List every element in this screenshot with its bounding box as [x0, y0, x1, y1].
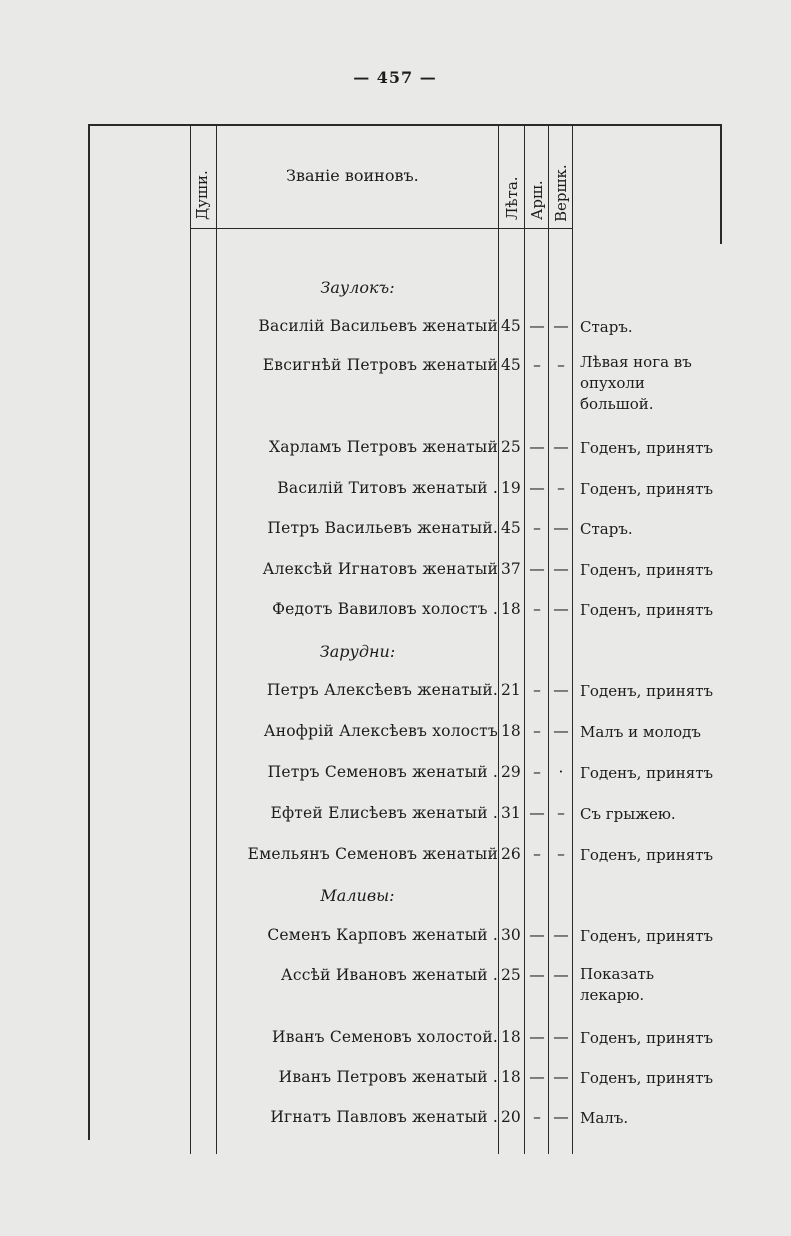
vershok-value: —: [553, 926, 569, 944]
vershk-column-divider: [572, 124, 573, 1154]
vershok-value: —: [553, 966, 569, 984]
vershok-value: —: [553, 519, 569, 537]
table-row: [0, 965, 791, 1004]
vershok-value: –: [557, 804, 565, 822]
arshin-value: —: [529, 1068, 545, 1086]
arshin-value: –: [533, 1108, 541, 1126]
age-value: 25: [501, 438, 521, 456]
age-value: 45: [501, 317, 521, 335]
table-row: [0, 681, 791, 705]
vershok-value: —: [553, 1108, 569, 1126]
vershok-value: ·: [558, 763, 564, 781]
age-value: 37: [501, 560, 521, 578]
header-age: Лѣта.: [503, 176, 521, 220]
remark: Годенъ, принятъ: [580, 601, 714, 619]
vershok-value: —: [553, 681, 569, 699]
age-column-divider-right: [524, 124, 525, 1154]
remark: Малъ и молодъ: [580, 723, 701, 741]
warrior-name: Петръ Семеновъ женатый .: [267, 763, 498, 781]
remark: Годенъ, принятъ: [580, 682, 714, 700]
remark: Годенъ, принятъ: [580, 1069, 714, 1087]
age-column-divider-left: [498, 124, 499, 1154]
arshin-value: —: [529, 438, 545, 456]
warrior-name: Петръ Васильевъ женатый.: [267, 519, 498, 537]
warrior-name: Иванъ Семеновъ холостой.: [272, 1028, 498, 1046]
table-row: [0, 479, 791, 503]
header-vershok: Вершк.: [552, 164, 570, 222]
warrior-name: Василій Титовъ женатый .: [277, 479, 498, 497]
remark: Годенъ, принятъ: [580, 846, 714, 864]
arshin-value: –: [533, 845, 541, 863]
arshin-value: —: [529, 479, 545, 497]
table-row: [0, 763, 791, 787]
header-arshin: Арш.: [528, 180, 546, 220]
vershok-value: —: [553, 600, 569, 618]
arshin-value: –: [533, 519, 541, 537]
vershok-value: —: [553, 1068, 569, 1086]
remark: Годенъ, принятъ: [580, 480, 714, 498]
age-value: 26: [501, 845, 521, 863]
header-rank: Званіе воиновъ.: [286, 166, 419, 185]
table-row: [0, 600, 791, 624]
arshin-value: —: [529, 926, 545, 944]
arshin-value: —: [529, 560, 545, 578]
age-value: 18: [501, 722, 521, 740]
age-value: 31: [501, 804, 521, 822]
table-row: [0, 722, 791, 746]
table-row: [0, 438, 791, 462]
remark: Старъ.: [580, 318, 633, 336]
warrior-name: Евсигнѣй Петровъ женатый: [262, 356, 498, 374]
section-title: Заулокъ:: [320, 278, 395, 297]
table-row: [0, 845, 791, 869]
remark: Годенъ, принятъ: [580, 439, 714, 457]
warrior-name: Иванъ Петровъ женатый .: [278, 1068, 498, 1086]
vershok-value: –: [557, 356, 565, 374]
warrior-name: Игнатъ Павловъ женатый .: [270, 1108, 498, 1126]
arshin-value: —: [529, 1028, 545, 1046]
age-value: 18: [501, 1028, 521, 1046]
warrior-name: Алексѣй Игнатовъ женатый: [262, 560, 498, 578]
warrior-name: Емельянъ Семеновъ женатый: [247, 845, 498, 863]
table-row: [0, 519, 791, 543]
souls-column-divider-left: [190, 124, 191, 1154]
age-value: 45: [501, 519, 521, 537]
vershok-value: —: [553, 317, 569, 335]
age-value: 25: [501, 966, 521, 984]
arshin-value: –: [533, 681, 541, 699]
table-row: [0, 804, 791, 828]
table-top-border: [90, 124, 722, 126]
remark: Годенъ, принятъ: [580, 764, 714, 782]
table-right-border: [720, 124, 722, 244]
arshin-value: —: [529, 804, 545, 822]
section-title: Зарудни:: [319, 642, 396, 661]
arshin-value: –: [533, 722, 541, 740]
section-title: Маливы:: [320, 886, 395, 905]
warrior-name: Семенъ Карповъ женатый .: [267, 926, 498, 944]
warrior-name: Анофрій Алексѣевъ холостъ: [263, 722, 498, 740]
header-souls: Души.: [193, 170, 211, 220]
vershok-value: —: [553, 722, 569, 740]
warrior-name: Василій Васильевъ женатый: [258, 317, 498, 335]
table-row: [0, 1028, 791, 1052]
arshin-value: –: [533, 763, 541, 781]
age-value: 18: [501, 1068, 521, 1086]
warrior-name: Петръ Алексѣевъ женатый.: [266, 681, 498, 699]
age-value: 18: [501, 600, 521, 618]
warrior-name: Федотъ Вавиловъ холостъ .: [272, 600, 498, 618]
arshin-value: –: [533, 600, 541, 618]
warrior-name: Ассѣй Ивановъ женатый .: [280, 966, 498, 984]
page-number: — 457 —: [353, 68, 437, 87]
table-row: [0, 317, 791, 341]
remark: Лѣвая нога въ опухоли большой.: [580, 353, 692, 413]
warrior-name: Ефтей Елисѣевъ женатый .: [270, 804, 498, 822]
arshin-value: –: [533, 356, 541, 374]
age-value: 21: [501, 681, 521, 699]
remark: Съ грыжею.: [580, 805, 676, 823]
vershok-value: –: [557, 845, 565, 863]
table-row: [0, 1108, 791, 1132]
age-value: 45: [501, 356, 521, 374]
warrior-name: Харламъ Петровъ женатый: [268, 438, 498, 456]
remark: Годенъ, принятъ: [580, 561, 714, 579]
age-value: 19: [501, 479, 521, 497]
remark: Старъ.: [580, 520, 633, 538]
table-row: [0, 353, 791, 413]
remark: Годенъ, принятъ: [580, 1029, 714, 1047]
age-value: 29: [501, 763, 521, 781]
remark: Малъ.: [580, 1109, 629, 1127]
arshin-value: —: [529, 966, 545, 984]
age-value: 30: [501, 926, 521, 944]
age-value: 20: [501, 1108, 521, 1126]
remark: Годенъ, принятъ: [580, 927, 714, 945]
souls-column-divider-right: [216, 124, 217, 1154]
vershok-value: –: [557, 479, 565, 497]
arshin-value: —: [529, 317, 545, 335]
vershok-value: —: [553, 1028, 569, 1046]
remark: Показать лекарю.: [580, 965, 655, 1004]
header-bottom-rule: [190, 228, 572, 229]
table-row: [0, 926, 791, 950]
table-row: [0, 1068, 791, 1092]
vershok-value: —: [553, 560, 569, 578]
arsh-column-divider: [548, 124, 549, 1154]
vershok-value: —: [553, 438, 569, 456]
table-row: [0, 560, 791, 584]
